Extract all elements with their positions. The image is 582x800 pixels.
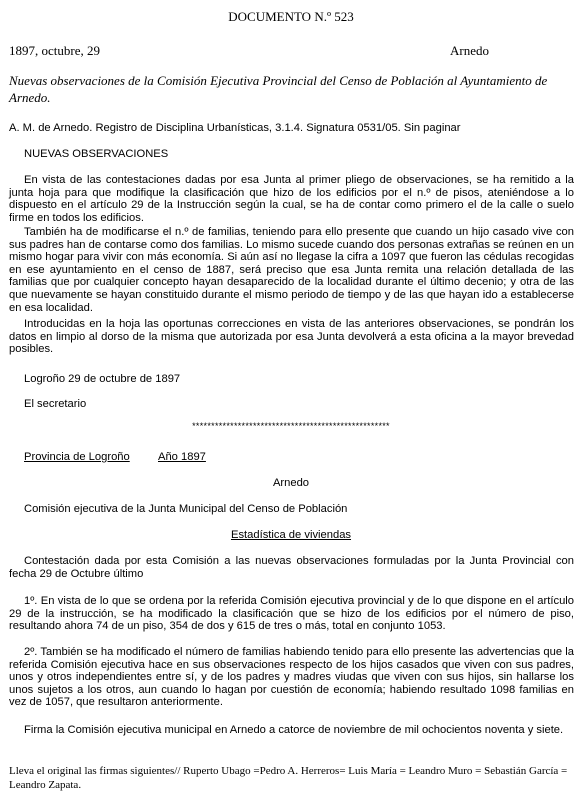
paragraph: Firma la Comisión ejecutiva municipal en Arnedo a catorce de noviembre de mil ochocientos noventa y siete. <box>24 724 564 736</box>
paragraph: También ha de modificarse el n.º de familias, teniendo para ello presente que cuando un hijo casado vive con sus padres han de contarse como dos familias. Lo mismo sucede cuando dos personas extrañas se reúnen en un mismo hogar para vivir con más economía. Si aún así no llegase la cifra a 1097 que fueron las cédulas recogidas en ese ayuntamiento en el censo de 1887, será preciso que esa Junta remita una relación detallada de las familias que por cualquier concepto hayan desaparecido de la localidad durante el último decenio; y otra de las que nuevamente se hayan constituido durante el mismo periodo de tiempo y de las que hayan ido a establecerse en esa localidad. <box>9 226 574 314</box>
paragraph: Introducidas en la hoja las oportunas correcciones en vista de las anteriores observaciones, se pondrán los datos en limpio al dorso de la misma que autorizada por esa Junta devolverá a esta oficina a la mayor brevedad posibles. <box>9 318 574 356</box>
province-label: Provincia de Logroño <box>24 451 130 463</box>
section-separator: **************************************************** <box>192 421 390 431</box>
document-title: DOCUMENTO N.º 523 <box>228 9 354 24</box>
paragraph: En vista de las contestaciones dadas por esa Junta al primer pliego de observaciones, se ha remitido a la junta hoja para que modifique la clasificación que hizo de los edificios por el n.º de pisos, ateniéndose a lo dispuesto en el artículo 29 de la Instrucción según la cual, se ha de contar como primero el de la calle o suelo firme en todos los edificios. <box>9 174 574 224</box>
statistics-heading: Estadística de viviendas <box>230 529 352 541</box>
paragraph: 1º. En vista de lo que se ordena por la referida Comisión ejecutiva provincial y de lo que dispone en el artículo 29 de la instrucción, se ha modificado la clasificación que se hizo de los edificios por el número de piso, resultando ahora 74 de un piso, 354 de dos y 615 de tres o más, total en conjunto 1053. <box>9 595 574 633</box>
paragraph: 2º. También se ha modificado el número de familias habiendo tenido para ello presente las advertencias que la referida Comisión ejecutiva hace en sus observaciones respecto de los hijos casados que viven con sus padres, unos y otros independientes entre sí, y de los padres y madres viudas que viven con sus hijos, sin hallarse los unos sujetos a los otros, aun cuando lo hagan por cuestión de economía; habiendo resultado 1098 familias en vez de 1057, que resultaron anteriormente. <box>9 646 574 709</box>
commission-label: Comisión ejecutiva de la Junta Municipal del Censo de Población <box>24 503 348 515</box>
document-place: Arnedo <box>450 43 489 58</box>
year-label: Año 1897 <box>158 451 206 463</box>
paragraph: Contestación dada por esta Comisión a las nuevas observaciones formuladas por la Junta Provincial con fecha 29 de Octubre último <box>9 555 574 580</box>
place-label: Arnedo <box>272 477 310 489</box>
signoff-date: Logroño 29 de octubre de 1897 <box>24 373 181 385</box>
signoff-role: El secretario <box>24 398 87 410</box>
section-heading: NUEVAS OBSERVACIONES <box>24 148 169 160</box>
document-date: 1897, octubre, 29 <box>9 43 100 58</box>
archive-reference: A. M. de Arnedo. Registro de Disciplina Urbanísticas, 3.1.4. Signatura 0531/05. Sin paginar <box>9 122 461 134</box>
document-subject: Nuevas observaciones de la Comisión Ejecutiva Provincial del Censo de Población al Ayuntamiento de Arnedo. <box>9 73 548 105</box>
signatures-footnote: Lleva el original las firmas siguientes// Ruperto Ubago =Pedro A. Herreros= Luis María = Leandro Muro = Sebastián García = Leandro Zapata. <box>9 765 568 791</box>
